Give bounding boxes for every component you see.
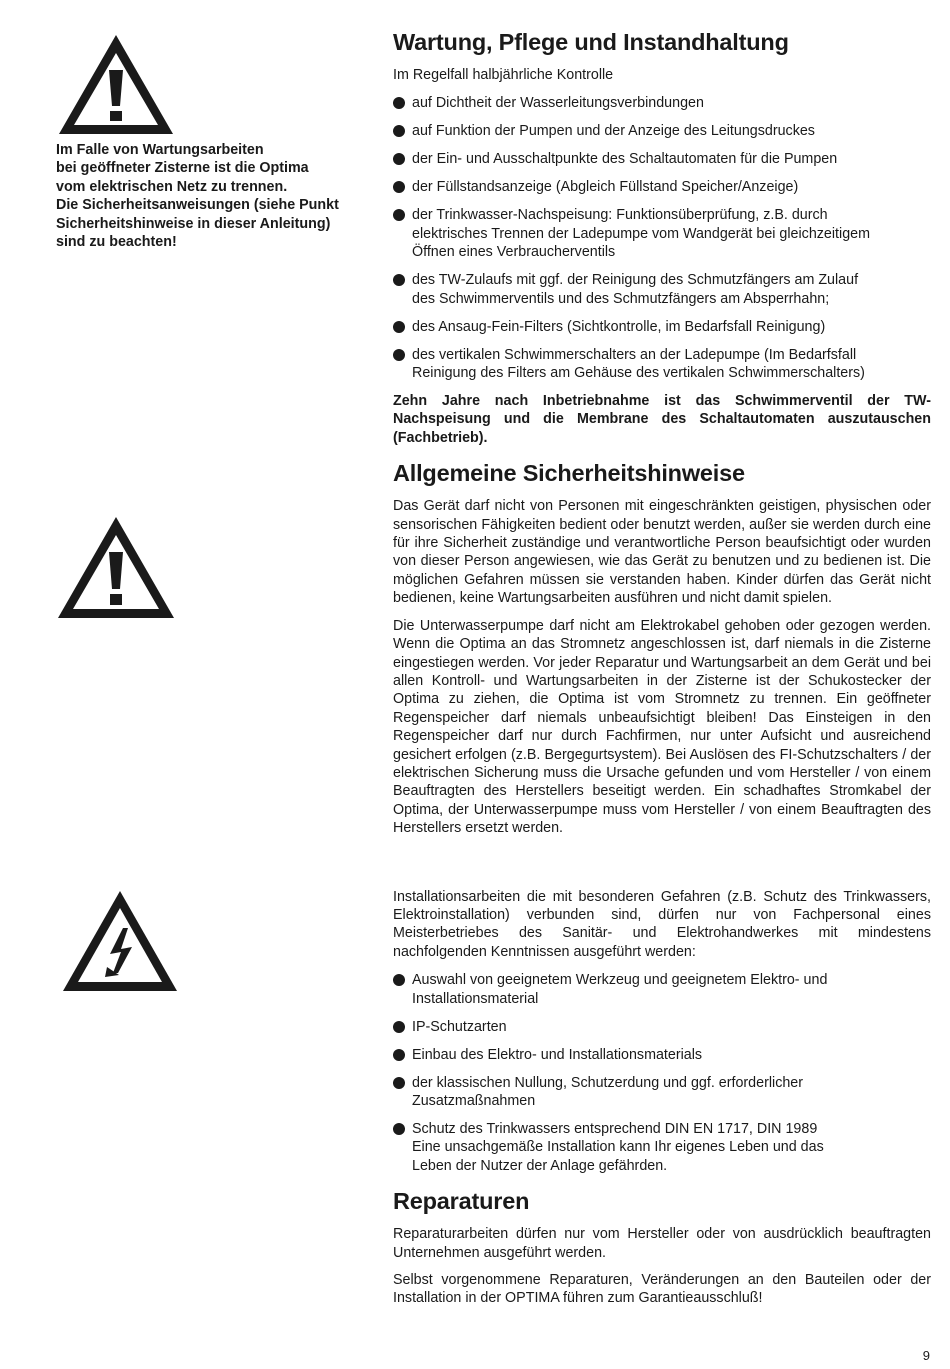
list-item: des vertikalen Schwimmerschalters an der Ladepumpe (Im Bedarfsfall Reinigung des Filters am Gehäuse des vertikalen Schwimmerschalters) [393,346,931,383]
bullet-icon [393,1123,405,1135]
bullet-icon [393,274,405,286]
list-item: der Trinkwasser-Nachspeisung: Funktionsüberprüfung, z.B. durch elektrisches Trennen der Ladepumpe vom Wandgerät bei gleichzeitigem Öffnen eines Verbraucherventils [393,206,931,261]
bullet-icon [393,1021,405,1033]
warning-exclamation-icon [57,33,175,136]
list-item: der Füllstandsanzeige (Abgleich Füllstand Speicher/Anzeige) [393,178,931,196]
page-number: 9 [922,1348,930,1363]
bullet-icon [393,181,405,193]
list-item: IP-Schutzarten [393,1018,931,1036]
maintenance-intro: Im Regelfall halbjährliche Kontrolle [393,67,614,83]
qualification-list [393,971,931,1175]
electrical-hazard-icon [61,889,179,993]
maintenance-heading: Wartung, Pflege und Instandhaltung [393,29,789,55]
bullet-icon [393,209,405,221]
list-item: der klassischen Nullung, Schutzerdung und ggf. erforderlicher Zusatzmaßnahmen [393,1074,931,1111]
safety-paragraph: Das Gerät darf nicht von Personen mit eingeschränkten geistigen, physischen oder sensorischen Fähigkeiten bedient oder benutzt werden, außer sie werden durch eine für ihre Sicherheit zuständige und verantwortliche Person beaufsichtigt oder wurden von dieser Person angewiesen, wie das Gerät zu benutzen und zu bedienen ist. Die möglichen Gefahren müssen sie verstanden haben. Kinder dürfen das Gerät nicht bedienen, keine Wartungsarbeiten ausführen und nicht damit spielen. [393,498,931,607]
main-content [393,28,931,1317]
warning-exclamation-icon [56,515,176,620]
maintenance-checklist [393,94,931,382]
bullet-icon [393,349,405,361]
list-item: des TW-Zulaufs mit ggf. der Reinigung des Schmutzfängers am Zulauf des Schwimmerventils und des Schmutzfängers am Absperrhahn; [393,271,931,308]
bullet-icon [393,321,405,333]
list-item: Auswahl von geeignetem Werkzeug und geeignetem Elektro- und Installationsmaterial [393,971,931,1008]
safety-paragraph: Installationsarbeiten die mit besonderen Gefahren (z.B. Schutz des Trinkwassers, Elektroinstallation) verbunden sind, dürfen nur von Fachpersonal eines Meisterbetriebes des Sanitär- und Elektrohandwerkes mit mindestens nachfolgenden Kenntnissen ausgeführt werden: [393,888,931,960]
bullet-icon [393,125,405,137]
repairs-heading: Reparaturen [393,1188,530,1215]
bullet-icon [393,1049,405,1061]
list-item: auf Funktion der Pumpen und der Anzeige des Leitungsdruckes [393,122,931,140]
bullet-icon [393,153,405,165]
bullet-icon [393,97,405,109]
bullet-icon [393,1077,405,1089]
list-item: des Ansaug-Fein-Filters (Sichtkontrolle, im Bedarfsfall Reinigung) [393,318,931,336]
repairs-paragraph: Reparaturarbeiten dürfen nur vom Hersteller oder von ausdrücklich beauftragten Unternehmen ausgeführt werden. [393,1226,931,1261]
safety-paragraph: Die Unterwasserpumpe darf nicht am Elektrokabel gehoben oder gezogen werden. Wenn die Optima an das Stromnetz angeschlossen ist, darf niemals in die Zisterne eingestiegen werden. Vor jeder Reparatur und Wartungsarbeit an dem Gerät und bei allen Kontroll- und Wartungsarbeiten in der Zisterne ist der Schukostecker der Optima zu ziehen, die Optima ist vom Stromnetz zu trennen. Ein geöffneter Regenspeicher darf niemals unbeaufsichtigt bleiben! Das Einsteigen in den Regenspeicher darf nur durch Fachfirmen, nur unter Aufsicht und ausreichend gesichert erfolgen (z.B. Bergegurtsystem). Bei Auslösen des FI-Schutzschalters / der elektrischen Sicherung muss die Ursache gefunden und vom Hersteller / von einem Beauftragten des Herstellers beseitigt werden. Ein schadhaftes Stromkabel der Optima, der Unterwasserpumpe muss vom Hersteller / von einem Beauftragten des Herstellers ersetzt werden. [393,617,931,837]
list-item: der Ein- und Ausschaltpunkte des Schaltautomaten für die Pumpen [393,150,931,168]
maintenance-warning-note: Im Falle von Wartungsarbeiten bei geöffneter Zisterne ist die Optima vom elektrischen Netz zu trennen. Die Sicherheitsanweisungen (siehe Punkt Sicherheitshinweise in dieser Anleitung) sind zu beachten! [56,142,339,251]
list-item: Einbau des Elektro- und Installationsmaterials [393,1046,931,1064]
list-item: Schutz des Trinkwassers entsprechend DIN EN 1717, DIN 1989 Eine unsachgemäße Installation kann Ihr eigenes Leben und das Leben der Nutzer der Anlage gefährden. [393,1120,931,1175]
repairs-paragraph: Selbst vorgenommene Reparaturen, Veränderungen an den Bauteilen oder der Installation in der OPTIMA führen zum Garantieausschluß! [393,1272,931,1307]
replacement-note: Zehn Jahre nach Inbetriebnahme ist das Schwimmerventil der TW-Nachspeisung und die Membrane des Schaltautomaten auszutauschen (Fachbetrieb). [393,393,931,446]
bullet-icon [393,974,405,986]
list-item: auf Dichtheit der Wasserleitungsverbindungen [393,94,931,112]
safety-heading: Allgemeine Sicherheitshinweise [393,460,745,487]
